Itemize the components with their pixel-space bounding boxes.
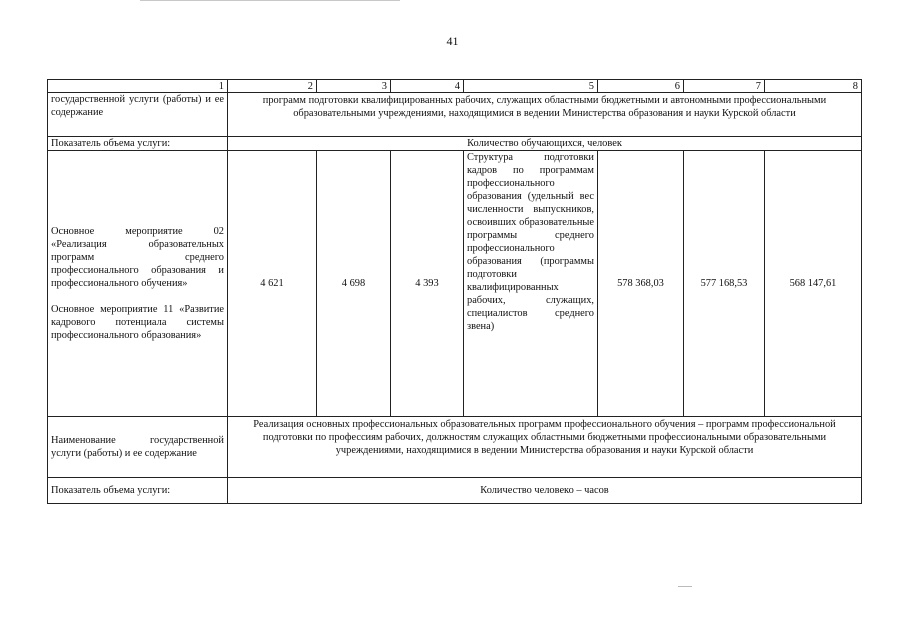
volume-indicator-label-2: Показатель объема услуги: (48, 478, 228, 504)
service-name-row-continued (48, 93, 862, 137)
value-col-6: 578 368,03 (598, 151, 684, 417)
main-activity-row (48, 151, 862, 417)
value-col-4: 4 393 (391, 151, 464, 417)
header-cell-6: 6 (598, 80, 684, 93)
service-name-label: государственной услуги (работы) и ее содержание (48, 93, 228, 137)
volume-indicator-label: Показатель объема услуги: (48, 137, 228, 151)
header-row (48, 80, 862, 93)
scan-mark (678, 586, 692, 587)
scan-edge-line (140, 0, 400, 1)
service-name-row (48, 417, 862, 478)
header-cell-8: 8 (765, 80, 862, 93)
indicator-description: Структура подготовки кадров по программам профессионального образования (удельный вес численности выпускников, освоивших образовательные программы среднего профессионального образования (программы подготовки квалифицированных рабочих, служащих, специалистов среднего звена) (464, 151, 598, 417)
volume-indicator-value-2: Количество человеко – часов (228, 478, 862, 504)
header-cell-3: 3 (317, 80, 391, 93)
main-activity-cell (48, 151, 228, 417)
budget-table (47, 79, 862, 504)
header-cell-1: 1 (48, 80, 228, 93)
service-name-label-2: Наименование государственной услуги (работы) и ее содержание (48, 417, 228, 478)
volume-indicator-value: Количество обучающихся, человек (228, 137, 862, 151)
value-col-2: 4 621 (228, 151, 317, 417)
value-col-7: 577 168,53 (684, 151, 765, 417)
value-col-3: 4 698 (317, 151, 391, 417)
main-activity-11: Основное мероприятие 11 «Развитие кадрового потенциала системы профессионального образования» (51, 304, 224, 341)
page-number: 41 (446, 34, 459, 48)
service-name-content: программ подготовки квалифицированных рабочих, служащих областными бюджетными и автономными профессиональными образовательными учреждениями, находящимися в ведении Министерства образования и науки Курской области (228, 93, 862, 137)
header-cell-2: 2 (228, 80, 317, 93)
service-name-content-2: Реализация основных профессиональных образовательных программ профессионального обучения – программ профессиональной подготовки по профессиям рабочих, должностям служащих областными бюджетными профессиональными образовательными учреждениями, находящимися в ведении Министерства образования и науки Курской области (228, 417, 862, 478)
main-activity-02: Основное мероприятие 02 «Реализация образовательных программ среднего профессионального образования и профессионального обучения» (51, 226, 224, 289)
header-cell-5: 5 (464, 80, 598, 93)
header-cell-7: 7 (684, 80, 765, 93)
volume-indicator-row-1 (48, 137, 862, 151)
header-cell-4: 4 (391, 80, 464, 93)
value-col-8: 568 147,61 (765, 151, 862, 417)
paragraph-spacer (51, 290, 224, 303)
volume-indicator-row-2 (48, 478, 862, 504)
